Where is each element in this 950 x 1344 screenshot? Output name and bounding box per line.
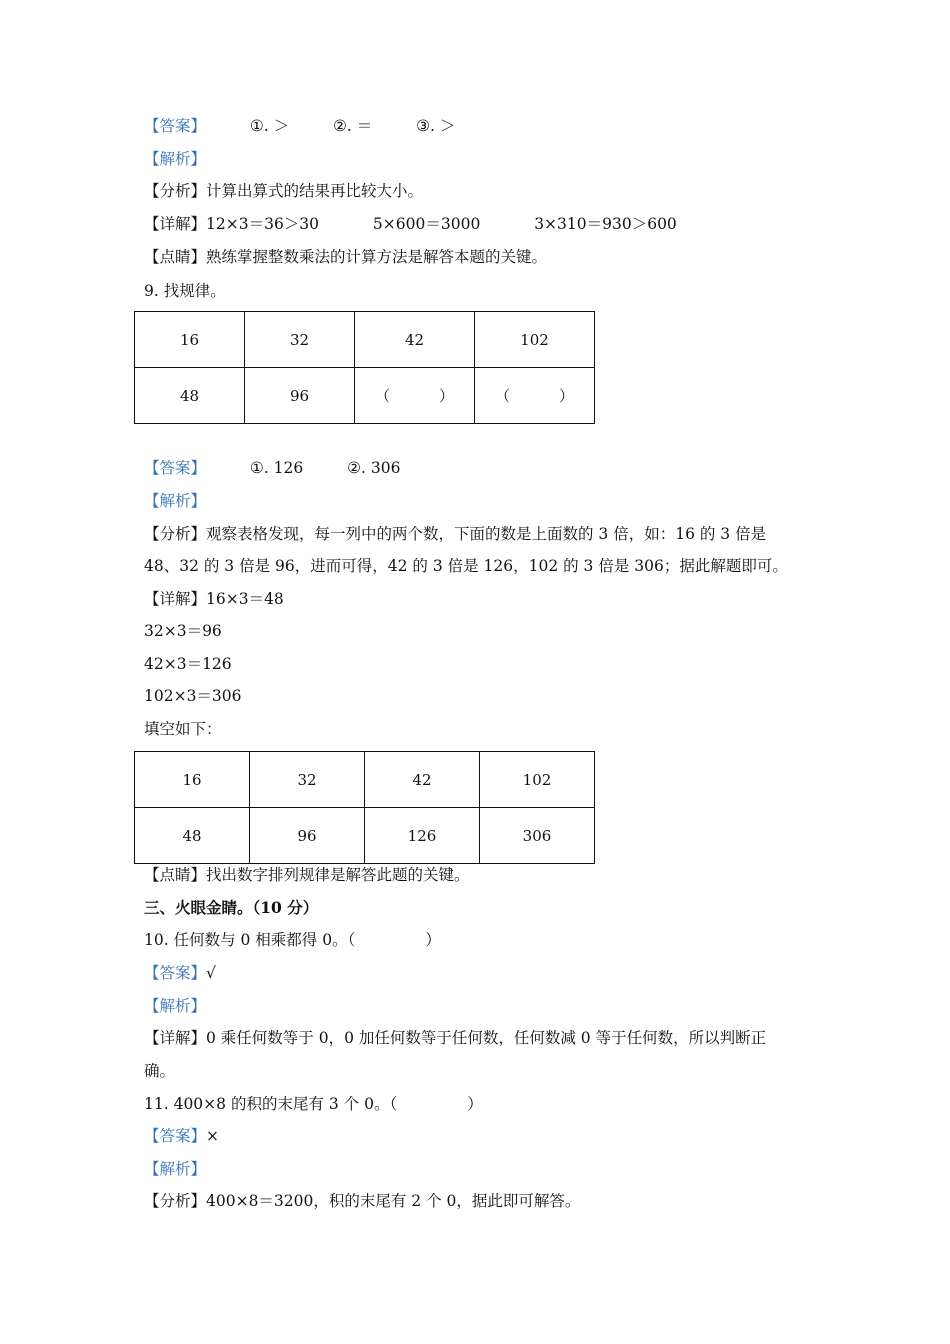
q11-analysis-label: 【解析】 [144,1160,207,1178]
table-cell: 306 [480,808,595,864]
question-text: 11. 400×8 的积的末尾有 3 个 0。（ [144,1095,398,1113]
table-cell: 102 [480,752,595,808]
table-cell: 16 [135,752,250,808]
answer-3: ③. ＞ [416,117,456,135]
q11-question [144,1094,483,1114]
section-title: 三、火眼金睛。（10 分） [144,898,319,917]
q9-detail-line: 42×3＝126 [144,655,232,673]
q8-fenxi: 【分析】计算出算式的结果再比较大小。 [144,182,424,200]
q8-answer-line [144,116,455,136]
q9-pattern-table [134,311,595,424]
answer-check: √ [206,964,216,982]
q10-answer-line [144,963,216,983]
table-cell: 32 [250,752,365,808]
q11-answer-line [144,1126,219,1146]
q10-analysis-label: 【解析】 [144,997,207,1015]
q9-analysis-label: 【解析】 [144,492,207,510]
detail-part-3: 3×310＝930＞600 [534,215,677,233]
q11-fenxi: 【分析】400×8＝3200，积的末尾有 2 个 0，据此即可解答。 [144,1192,581,1210]
table-cell: 48 [135,808,250,864]
answer-1: ①. ＞ [249,117,290,135]
q9-answer-line [144,458,400,478]
table-cell: 96 [245,368,355,424]
table-cell: 32 [245,312,355,368]
q9-detail-line: 【详解】16×3＝48 [144,590,284,608]
blank-paren [355,385,474,406]
q9-fill-label: 填空如下： [144,720,222,738]
q9-fenxi-line1: 【分析】观察表格发现，每一列中的两个数，下面的数是上面数的 3 倍，如：16 的 3 倍是 [144,525,767,543]
answer-2: ②. ＝ [333,117,373,135]
question-text: 10. 任何数与 0 相乘都得 0。（ [144,931,356,949]
answer-label: 【答案】 [144,1127,207,1145]
blank-cell[interactable] [355,368,475,424]
answer-label: 【答案】 [144,117,207,135]
blank-cell[interactable] [475,368,595,424]
paren-close: ） [438,387,454,405]
q10-detail-line1: 【详解】0 乘任何数等于 0，0 加任何数等于任何数，任何数减 0 等于任何数，所以判断正 [144,1029,767,1047]
q8-dianjing: 【点睛】熟练掌握整数乘法的计算方法是解答本题的关键。 [144,248,548,266]
table-row [135,312,595,368]
q9-dianjing: 【点睛】找出数字排列规律是解答此题的关键。 [144,866,470,884]
blank-paren [475,385,594,406]
table-cell: 48 [135,368,245,424]
detail-part-2: 5×600＝3000 [372,215,481,233]
q10-question [144,930,441,950]
table-cell: 96 [250,808,365,864]
answer-2: ②. 306 [347,459,401,477]
paren-open: （ [495,387,511,405]
question-close: ） [467,1095,483,1113]
table-row [135,752,595,808]
table-row [135,808,595,864]
table-cell: 42 [355,312,475,368]
q8-detail-line [144,214,677,234]
answer-1: ①. 126 [249,459,304,477]
q9-filled-table [134,751,595,864]
q8-analysis-label: 【解析】 [144,150,207,168]
q9-title: 9. 找规律。 [144,282,226,300]
q9-detail-line: 102×3＝306 [144,687,242,705]
paren-close: ） [558,387,574,405]
table-cell: 102 [475,312,595,368]
q9-detail-line: 32×3＝96 [144,622,222,640]
table-cell: 42 [365,752,480,808]
detail-part-1: 12×3＝36＞30 [206,215,320,233]
q9-fenxi-line2: 48、32 的 3 倍是 96，进而可得，42 的 3 倍是 126，102 的 3 倍是 306；据此解题即可。 [144,557,788,575]
paren-open: （ [375,387,391,405]
table-cell: 16 [135,312,245,368]
question-close: ） [425,931,441,949]
table-row [135,368,595,424]
answer-label: 【答案】 [144,459,207,477]
answer-label: 【答案】 [144,964,207,982]
table-cell: 126 [365,808,480,864]
answer-cross: × [206,1127,220,1145]
q10-detail-line2: 确。 [144,1062,176,1080]
detail-label: 【详解】 [144,215,207,233]
